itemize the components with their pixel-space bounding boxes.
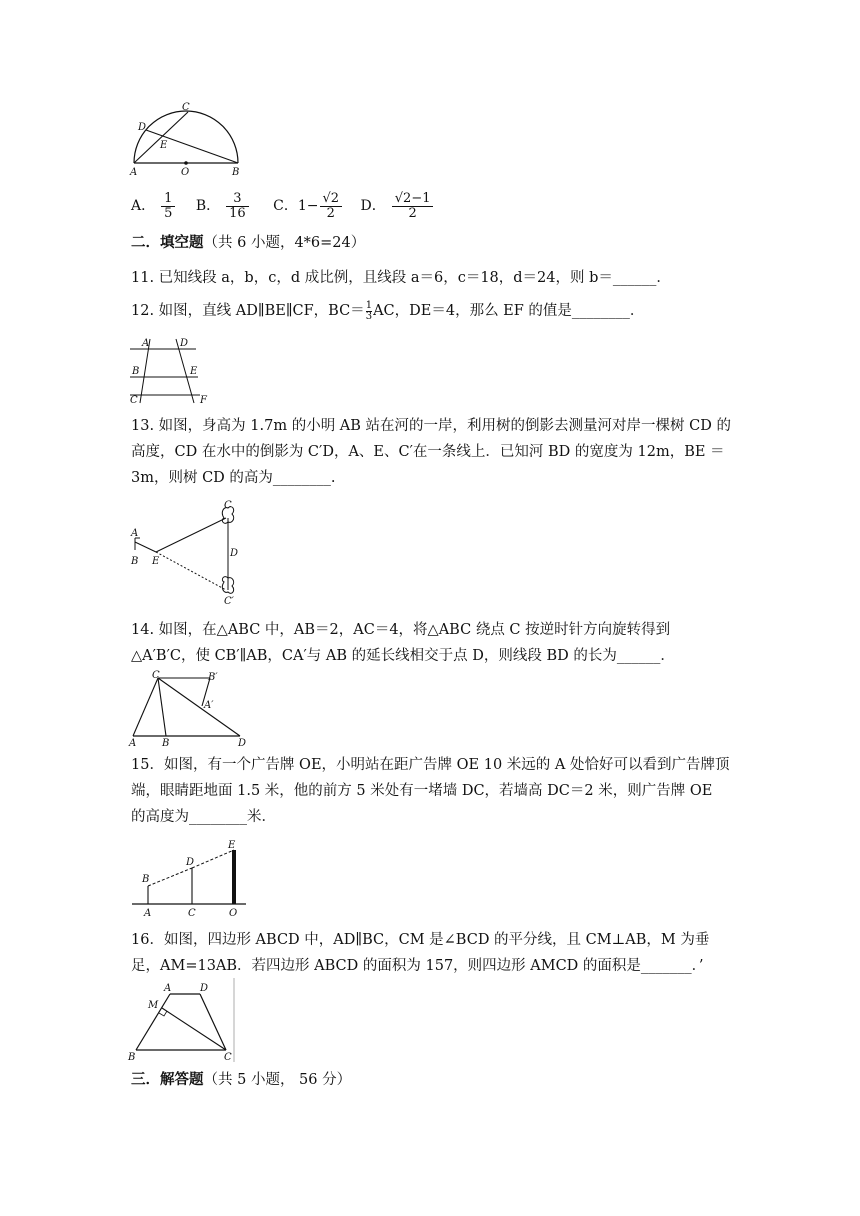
- semicircle-arc: [134, 111, 238, 163]
- label-d: D: [230, 548, 239, 559]
- label-d: D: [180, 338, 189, 349]
- question-16: 16．如图，四边形 ABCD 中，AD∥BC，CM 是∠BCD 的平分线，且 CM⊥AB，M 为垂足，AM=13AB．若四边形 ABCD 的面积为 157，则四边形 AMCD 的面积是_______．’: [131, 932, 710, 974]
- label-a: A: [130, 167, 138, 178]
- right-angle-mark: [159, 1011, 167, 1016]
- label-d: D: [200, 983, 209, 994]
- label-o: O: [229, 908, 238, 919]
- sight-line-bd: [148, 868, 192, 886]
- sight-line-de: [192, 850, 234, 868]
- question-15: 15．如图，有一个广告牌 OE，小明站在距广告牌 OE 10 米远的 A 处恰好可以看到广告牌顶端，眼睛距地面 1.5 米，他的前方 5 米处有一堵墙 DC，若墙高 DC＝2 米，则广告牌 OE 的高度为________米．: [131, 757, 730, 825]
- label-m: M: [148, 1000, 159, 1011]
- label-c: C: [182, 102, 190, 113]
- label-a: A: [164, 983, 172, 994]
- q13-tree-reflection-figure: [128, 500, 248, 610]
- label-e: E: [160, 140, 168, 151]
- label-f: F: [200, 395, 207, 405]
- question-12: 12. 如图，直线 AD∥BE∥CF，BC＝ $\frac{1}{3}$ AC，DE＝4，那么 EF 的值是________．: [131, 299, 645, 322]
- side-ca: [133, 678, 158, 736]
- chord-ac: [134, 112, 188, 163]
- reflection-e-c: [156, 518, 226, 552]
- label-d: D: [238, 738, 247, 748]
- label-d: D: [186, 857, 195, 868]
- label-e: E: [152, 556, 160, 567]
- q12-parallel-lines-figure: [128, 335, 218, 405]
- fraction: $\frac{√2-1}{2}$: [392, 192, 434, 221]
- section-3-heading: [131, 1069, 351, 1091]
- fraction: $\frac{1}{5}$: [161, 192, 175, 221]
- option-c[interactable]: C．1− $\frac{√2}{2}$: [273, 198, 348, 214]
- option-b[interactable]: B． $\frac{3}{16}$: [196, 198, 255, 214]
- label-b: B: [131, 556, 139, 567]
- q14-rotated-triangle-figure: [128, 668, 253, 748]
- q16-trapezoid-figure: [126, 978, 238, 1062]
- label-e: E: [228, 840, 236, 851]
- section-2-heading: [131, 232, 365, 254]
- label-b-prime: B′: [208, 672, 218, 683]
- section-meta: （共 5 小题， 56 分）: [203, 1072, 352, 1088]
- center-point-o: [184, 161, 188, 165]
- question-13: 13. 如图，身高为 1.7m 的小明 AB 站在河的一岸，利用树的倒影去测量河对岸一棵树 CD 的高度，CD 在水中的倒影为 C′D，A、E、C′在一条线上．已知河 BD 的宽度为 12m，BE ＝3m，则树 CD 的高为________.: [131, 418, 731, 486]
- label-o: O: [181, 167, 190, 178]
- q10-semicircle-figure: [126, 100, 246, 180]
- section-meta: （共 6 小题，4*6=24）: [203, 235, 366, 251]
- label-b: B: [132, 366, 140, 377]
- dotted-e-c2: [156, 552, 226, 590]
- q10-options: [131, 186, 439, 226]
- question-14: 14. 如图，在△ABC 中，AB＝2，AC＝4，将△ABC 绕点 C 按逆时针方向旋转得到△A′B′C，使 CB′∥AB，CA′与 AB 的延长线相交于点 D，则线段 BD 的长为______．: [131, 622, 675, 664]
- side-cd: [158, 678, 240, 736]
- side-cb: [158, 678, 166, 736]
- label-a: A: [142, 338, 150, 349]
- fraction: $\frac{1}{3}$: [365, 299, 373, 322]
- label-b: B: [142, 874, 150, 885]
- label-d: D: [138, 122, 147, 133]
- q15-billboard-figure: [128, 836, 253, 921]
- label-b: B: [162, 738, 170, 748]
- label-c: C: [188, 908, 196, 919]
- option-a[interactable]: A． $\frac{1}{5}$: [131, 198, 181, 214]
- label-a: A: [131, 528, 139, 539]
- label-b: B: [128, 1052, 136, 1062]
- label-a: A: [144, 908, 152, 919]
- label-a: A: [129, 738, 137, 748]
- fraction: $\frac{√2}{2}$: [320, 192, 343, 221]
- label-a-prime: A′: [204, 700, 214, 711]
- section-title: 三．解答题: [131, 1071, 204, 1088]
- section-title: 二．填空题: [131, 234, 204, 251]
- label-b: B: [232, 167, 240, 178]
- fraction: $\frac{3}{16}$: [226, 192, 249, 221]
- sight-line-a-c: [135, 542, 156, 552]
- billboard-oe: [232, 850, 236, 904]
- option-d[interactable]: D． $\frac{√2-1}{2}$: [361, 198, 440, 214]
- label-e: E: [190, 366, 198, 377]
- label-c: C: [224, 1052, 232, 1062]
- question-11: 11. 已知线段 a，b，c，d 成比例，且线段 a＝6，c＝18，d＝24，则 b＝______．: [131, 270, 671, 286]
- label-c-prime: C′: [224, 596, 234, 607]
- label-c: C: [224, 500, 232, 511]
- label-c: C: [152, 670, 160, 681]
- label-c: C: [130, 395, 138, 405]
